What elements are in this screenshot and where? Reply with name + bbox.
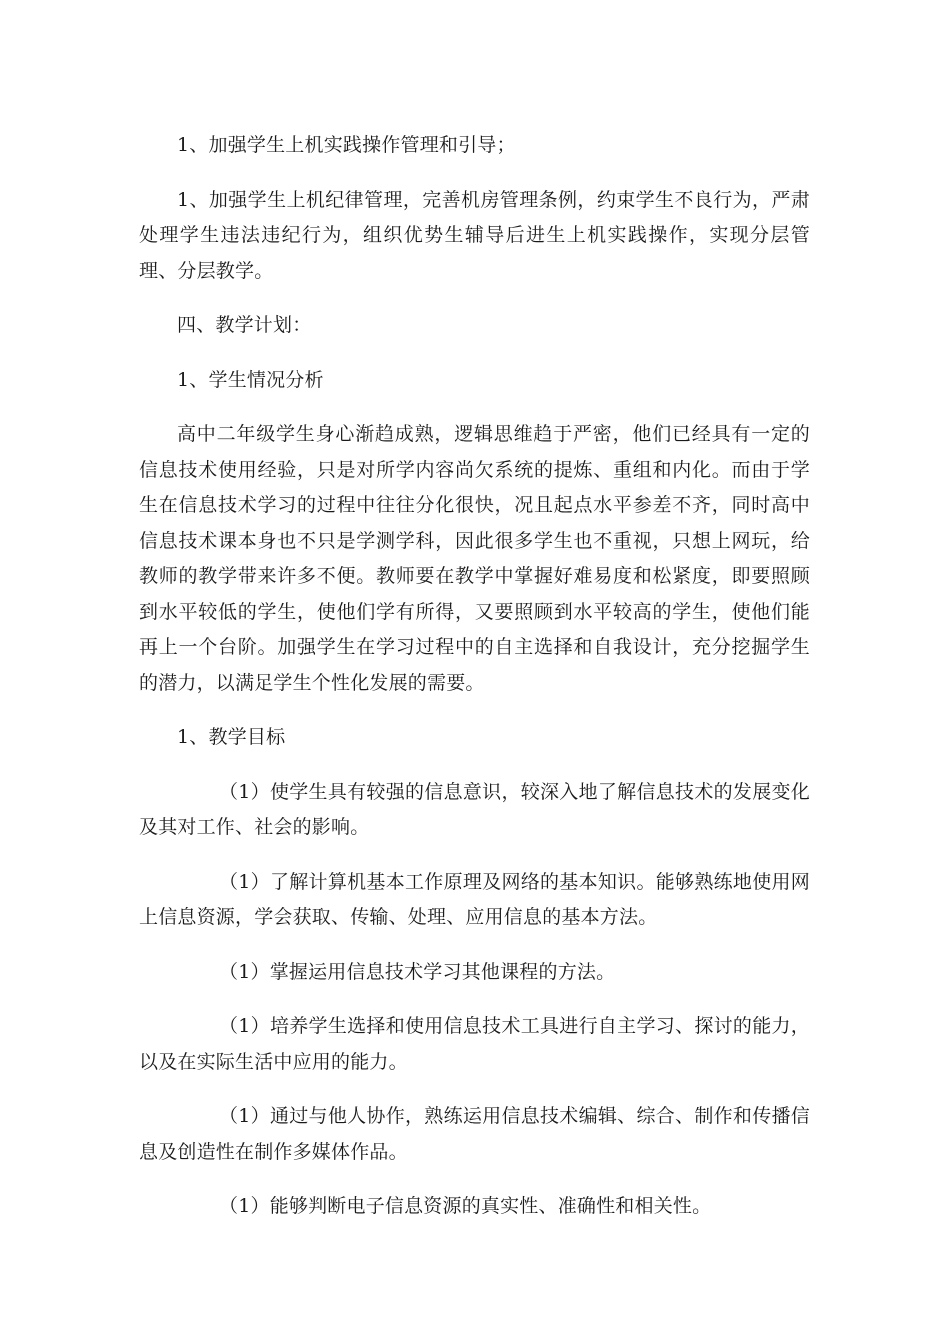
- goal-item-awareness: （1）使学生具有较强的信息意识，较深入地了解信息技术的发展变化及其对工作、社会的影响。: [139, 780, 810, 838]
- goal-item-network-knowledge: （1）了解计算机基本工作原理及网络的基本知识。能够熟练地使用网上信息资源，学会获取、传输、处理、应用信息的基本方法。: [139, 870, 810, 928]
- goal-item-collaboration: （1）通过与他人协作，熟练运用信息技术编辑、综合、制作和传播信息及创造性在制作多媒体作品。: [139, 1105, 810, 1163]
- paragraph-student-analysis: 高中二年级学生身心渐趋成熟，逻辑思维趋于严密，他们已经具有一定的信息技术使用经验，只是对所学内容尚欠系统的提炼、重组和内化。而由于学生在信息技术学习的过程中往往分化很快，况且起点水平参差不齐，同时高中信息技术课本身也不只是学测学科，因此很多学生也不重视，只想上网玩，给教师的教学带来许多不便。教师要在教学中掌握好难易度和松紧度，即要照顾到水平较低的学生，使他们学有所得，又要照顾到水平较高的学生，使他们能再上一个台阶。加强学生在学习过程中的自主选择和自我设计，充分挖掘学生的潜力，以满足学生个性化发展的需要。: [139, 423, 810, 694]
- paragraph-discipline-management: 1、加强学生上机纪律管理，完善机房管理条例，约束学生不良行为，严肃处理学生违法违纪行为，组织优势生辅导后进生上机实践操作，实现分层管理、分层教学。: [139, 188, 810, 282]
- section-heading-teaching-plan: 四、教学计划：: [177, 314, 312, 336]
- goal-item-learning-methods: （1）掌握运用信息技术学习其他课程的方法。: [219, 960, 616, 983]
- document-page: [139, 128, 810, 1244]
- paragraph-practice-guidance: 1、加强学生上机实践操作管理和引导；: [177, 134, 516, 156]
- subheading-student-analysis: 1、学生情况分析: [177, 368, 324, 391]
- subheading-teaching-goals: 1、教学目标: [177, 726, 286, 748]
- goal-item-autonomous-learning: （1）培养学生选择和使用信息技术工具进行自主学习、探讨的能力，以及在实际生活中应用的能力。: [139, 1015, 810, 1073]
- goal-item-information-judgement: （1）能够判断电子信息资源的真实性、准确性和相关性。: [219, 1195, 712, 1217]
